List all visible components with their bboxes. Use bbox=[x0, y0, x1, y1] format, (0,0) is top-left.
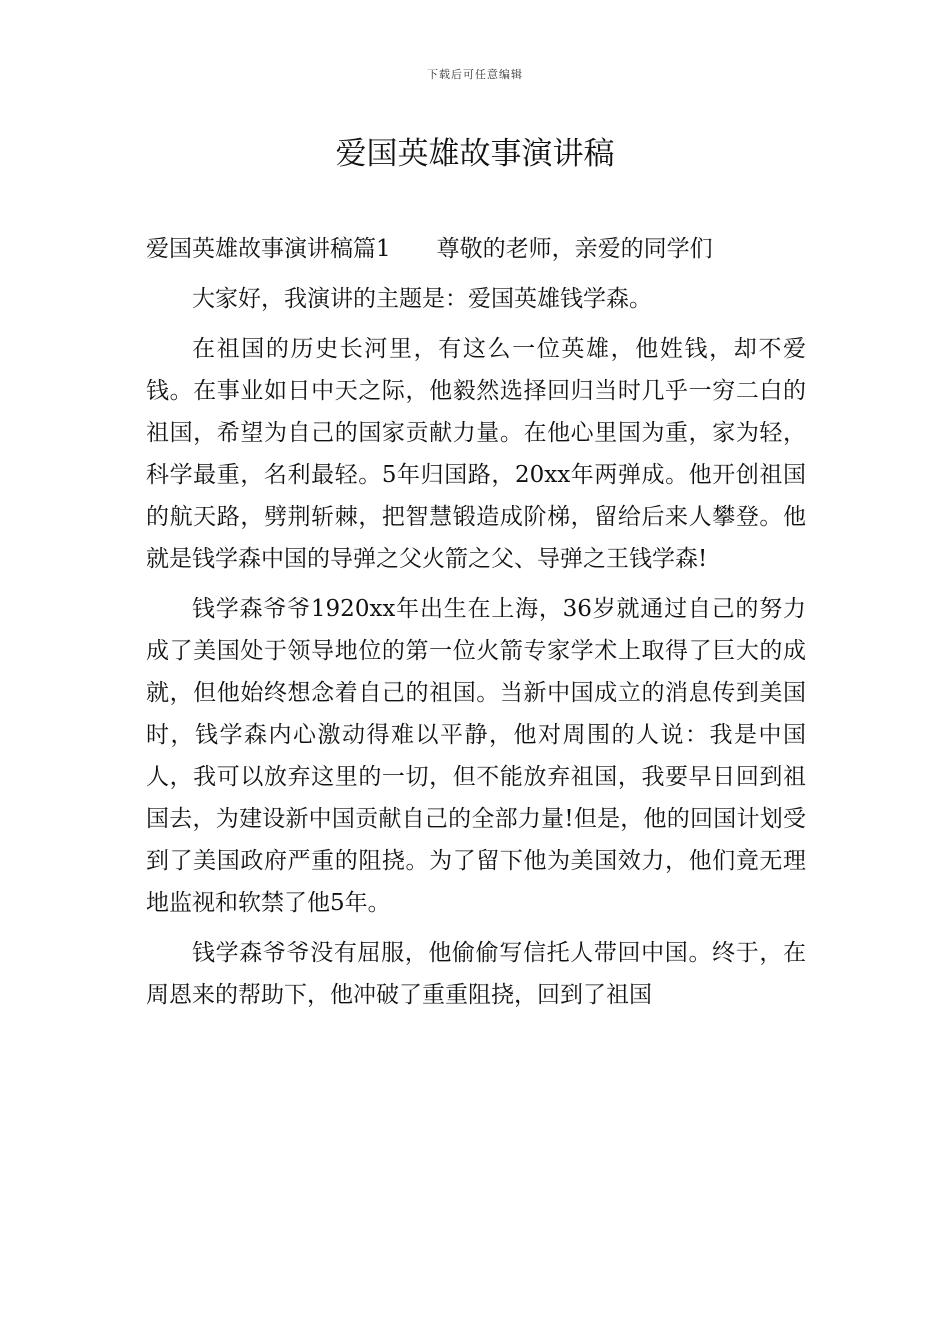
opening-line: 爱国英雄故事演讲稿篇1 尊敬的老师，亲爱的同学们 bbox=[146, 236, 713, 262]
paragraph-3: 钱学森爷爷1920xx年出生在上海，36岁就通过自己的努力成了美国处于领导地位的第一位火箭专家学术上取得了巨大的成就，但他始终想念着自己的祖国。当新中国成立的消息传到美国时，钱学森内心激动得难以平静，他对周围的人说：我是中国人，我可以放弃这里的一切，但不能放弃祖国，我要早日回到祖国去，为建设新中国贡献自己的全部力量!但是，他的回国计划受到了美国政府严重的阻挠。为了留下他为美国效力，他们竟无理地监视和软禁了他5年。 bbox=[146, 596, 806, 916]
paragraph-2: 在祖国的历史长河里，有这么一位英雄，他姓钱，却不爱钱。在事业如日中天之际，他毅然选择回归当时几乎一穷二白的祖国，希望为自己的国家贡献力量。在他心里国为重，家为轻，科学最重，名利最轻。5年归国路，20xx年两弹成。他开创祖国的航天路，劈荆斩棘，把智慧锻造成阶梯，留给后来人攀登。他就是钱学森中国的导弹之父火箭之父、导弹之王钱学森! bbox=[146, 336, 806, 572]
paragraph-4: 钱学森爷爷没有屈服，他偷偷写信托人带回中国。终于，在周恩来的帮助下，他冲破了重重阻挠，回到了祖国 bbox=[146, 940, 806, 1008]
paragraph-1: 大家好，我演讲的主题是：爱国英雄钱学森。 bbox=[192, 286, 652, 312]
page-header-note: 下载后可任意编辑 bbox=[427, 68, 523, 81]
document-body bbox=[146, 228, 806, 1024]
document-title: 爱国英雄故事演讲稿 bbox=[335, 136, 615, 172]
